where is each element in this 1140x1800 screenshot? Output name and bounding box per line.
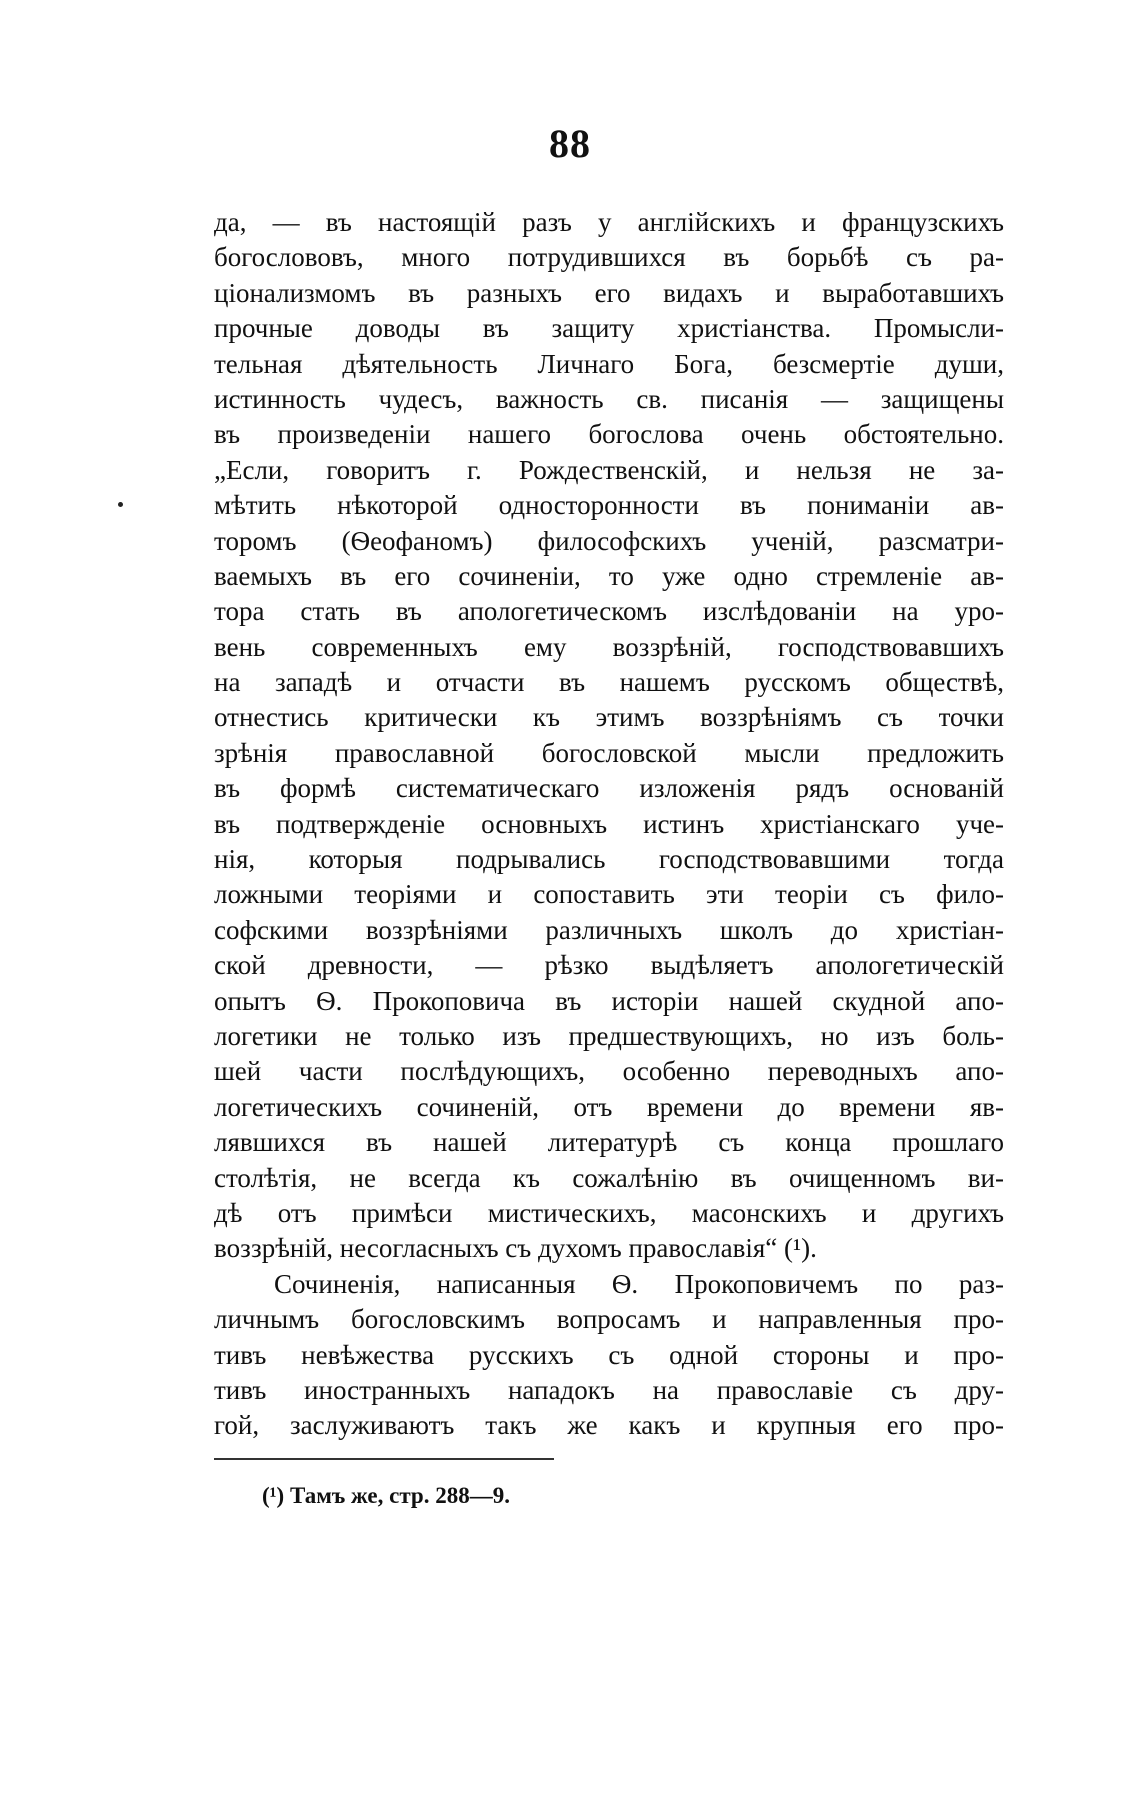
text-line: ложными теоріями и сопоставить эти теоріи съ фило- bbox=[214, 879, 1004, 910]
text-line: софскими воззрѣніями различныхъ школъ до христіан- bbox=[214, 914, 1004, 945]
footnote: (¹) Тамъ же, стр. 288—9. bbox=[262, 1483, 510, 1508]
text-line: лявшихся въ нашей литературѣ съ конца прошлаго bbox=[214, 1127, 1004, 1158]
text-line: въ формѣ систематическаго изложенія рядъ основаній bbox=[214, 773, 1004, 804]
text-line: тивъ невѣжества русскихъ съ одной стороны и про- bbox=[214, 1339, 1004, 1370]
text-line: дѣ отъ примѣси мистическихъ, масонскихъ и другихъ bbox=[214, 1197, 1004, 1228]
text-line: „Если, говоритъ г. Рождественскій, и нельзя не за- bbox=[214, 454, 1004, 485]
text-line: зрѣнія православной богословской мысли предложить bbox=[214, 737, 1004, 768]
text-line: въ произведеніи нашего богослова очень обстоятельно. bbox=[214, 419, 1004, 450]
text-line: личнымъ богословскимъ вопросамъ и направленныя про- bbox=[214, 1304, 1004, 1335]
text-line: ціонализмомъ въ разныхъ его видахъ и выработавшихъ bbox=[214, 277, 1004, 308]
text-line: богослововъ, много потрудившихся въ борьбѣ съ ра- bbox=[214, 242, 1004, 273]
footnote-separator bbox=[214, 1458, 554, 1460]
text-line: прочные доводы въ защиту христіанства. Промысли- bbox=[214, 313, 1004, 344]
text-line: вень современныхъ ему воззрѣній, господствовавшихъ bbox=[214, 631, 1004, 662]
text-line: ской древности, — рѣзко выдѣляетъ апологетическій bbox=[214, 950, 1004, 981]
text-line: истинность чудесъ, важность св. писанія — защищены bbox=[214, 383, 1004, 414]
text-line: гой, заслуживаютъ такъ же какъ и крупныя его про- bbox=[214, 1410, 1004, 1441]
text-line: ваемыхъ въ его сочиненіи, то уже одно стремленіе ав- bbox=[214, 560, 1004, 591]
text-line: да, — въ настоящій разъ у англійскихъ и французскихъ bbox=[214, 207, 1004, 237]
text-line: на западѣ и отчасти въ нашемъ русскомъ обществѣ, bbox=[214, 667, 1004, 698]
text-line: тивъ иностранныхъ нападокъ на православіе съ дру- bbox=[214, 1374, 1004, 1405]
text-line: воззрѣній, несогласныхъ съ духомъ православія“ (¹). bbox=[214, 1233, 817, 1264]
text-line: логетики не только изъ предшествующихъ, но изъ боль- bbox=[214, 1020, 1004, 1051]
text-line: въ подтвержденіе основныхъ истинъ христіанскаго уче- bbox=[214, 808, 1004, 839]
text-line: столѣтія, не всегда къ сожалѣнію въ очищенномъ ви- bbox=[214, 1162, 1004, 1193]
text-line: тельная дѣятельность Личнаго Бога, безсмертіе души, bbox=[214, 348, 1004, 379]
text-line: шей части послѣдующихъ, особенно переводныхъ апо- bbox=[214, 1056, 1004, 1087]
text-line: Сочиненія, написанныя Ѳ. Прокоповичемъ по раз- bbox=[274, 1268, 1004, 1299]
main-text bbox=[214, 205, 1004, 1444]
speck-mark bbox=[118, 502, 123, 507]
text-line: нія, которыя подрывались господствовавшими тогда bbox=[214, 844, 1004, 875]
text-line: опытъ Ѳ. Прокоповича въ исторіи нашей скудной апо- bbox=[214, 985, 1004, 1016]
page-number: 88 bbox=[549, 121, 591, 166]
text-line: логетическихъ сочиненій, отъ времени до времени яв- bbox=[214, 1091, 1004, 1122]
text-line: отнестись критически къ этимъ воззрѣніямъ съ точки bbox=[214, 702, 1004, 733]
text-line: мѣтить нѣкоторой односторонности въ пониманіи ав- bbox=[214, 490, 1004, 521]
text-line: тора стать въ апологетическомъ изслѣдованіи на уро- bbox=[214, 596, 1004, 627]
text-line: торомъ (Ѳеофаномъ) философскихъ ученій, разсматри- bbox=[214, 525, 1004, 556]
